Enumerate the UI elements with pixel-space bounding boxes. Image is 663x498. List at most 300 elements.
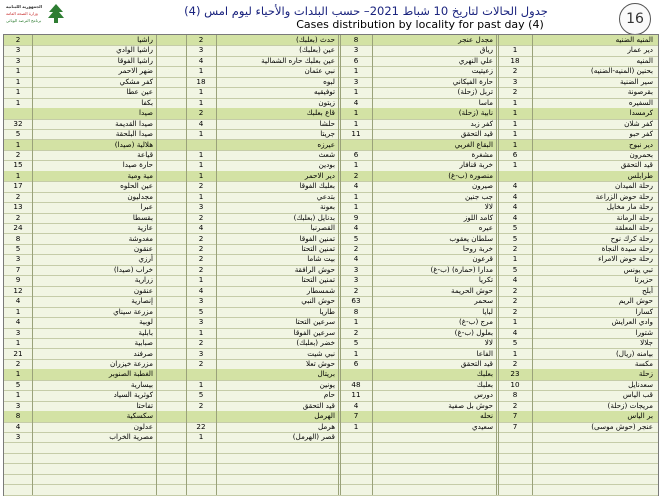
locality-name: مدارا (حمارة) (ب-غ) [430,264,493,274]
locality-name: تفاحتا [136,400,153,410]
locality-name: خضر (بعلبك) [296,338,335,348]
case-count: 1 [512,317,518,327]
case-count: 13 [13,202,23,212]
case-count: 24 [13,223,23,233]
locality-name [372,474,493,484]
locality-name: تمنين التحتا [301,275,335,285]
locality-name: حلشا [319,118,335,128]
case-count: 6 [353,358,359,368]
case-count: 2 [198,181,204,191]
case-count: 5 [353,233,359,243]
case-count: 2 [198,233,204,243]
locality-name: يونين [319,379,335,389]
case-count: 1 [15,170,21,180]
case-count: 1 [198,275,204,285]
locality-name: قيد التحقق [460,129,493,139]
locality-name: مكسة [634,358,653,368]
locality-name: وادي العرايش [611,317,653,327]
locality-name: قياعة [137,149,153,159]
locality-name: دير الاحمر [304,170,335,180]
case-count: 5 [512,233,518,243]
page-title-arabic: جدول الحالات لتاريخ 10 شباط 2021– حسب البلدات والأحياء ليوم امس (4) [184,4,548,18]
case-count [186,463,216,473]
case-count: 2 [353,244,359,253]
locality-name [372,463,493,473]
locality-name: طرابلس [627,170,653,180]
case-count: 2 [198,254,204,264]
case-count: 3 [353,275,359,285]
locality-name: صيدا القديمة [115,118,153,128]
locality-name: رياق [479,45,493,55]
locality-name [372,443,493,453]
locality-name: قرعون [472,254,493,264]
case-count: 2 [198,244,204,253]
locality-name: القصرنبا [310,223,335,233]
case-count: 5 [198,306,204,316]
locality-name: زحلة [638,369,653,379]
case-count: 2 [198,35,204,44]
case-count: 1 [353,348,359,358]
case-count: 6 [353,55,359,65]
locality-name: تمنين الفوقا [299,233,335,243]
case-count: 4 [198,285,204,295]
case-count [340,453,372,463]
locality-name: مية ومية [127,170,153,180]
locality-name: بحنين (المنيه-الضنيه) [590,66,653,76]
case-count [186,140,216,150]
locality-name: سعدنايل [628,379,653,389]
locality-name: لالا [484,202,493,212]
locality-name: عين (بعلبك) [299,45,335,55]
locality-name [372,432,493,442]
locality-name [216,443,335,453]
case-count: 2 [512,87,518,97]
case-count: 1 [198,97,204,107]
column-divider [338,35,339,495]
case-count: 5 [512,264,518,274]
case-count: 2 [512,66,518,76]
case-count [4,463,32,473]
case-count: 4 [512,202,518,212]
case-count: 5 [353,338,359,348]
locality-name: السفيره [628,97,653,107]
locality-name: طاريا [319,306,335,316]
locality-name: دير عمار [627,45,653,55]
locality-name: عين الحلوه [120,181,153,191]
case-count: 1 [353,118,359,128]
case-count: 1 [353,202,359,212]
case-count: 8 [353,35,359,44]
cases-table [3,34,659,496]
case-count: 4 [512,275,518,285]
locality-name: بودين [318,160,335,170]
locality-name: رحلة الميدان [615,181,653,191]
case-count [498,432,532,442]
case-count [186,411,216,421]
case-count: 1 [15,76,21,86]
locality-name: بحمرون [629,149,653,159]
case-count [340,484,372,494]
locality-name [32,453,153,463]
case-count: 1 [353,421,359,431]
locality-name: حام [323,390,335,400]
locality-name: خربة روحا [462,244,493,253]
case-count: 11 [351,129,361,139]
locality-name: تمنين التحتا [301,244,335,253]
column-divider [496,35,497,495]
case-count: 6 [353,149,359,159]
locality-name: زيتون [318,97,335,107]
case-count [498,484,532,494]
case-count: 2 [353,170,359,180]
case-count: 4 [198,118,204,128]
case-count: 8 [353,306,359,316]
case-count: 18 [510,55,520,65]
case-count: 1 [512,160,518,170]
locality-name [216,453,335,463]
locality-name: دير نبوح [629,139,653,149]
case-count: 4 [15,317,21,327]
column-divider [156,35,157,495]
locality-name: حوش الريم [618,296,653,306]
locality-name: سحمر [474,296,493,306]
case-count: 10 [510,379,520,389]
case-count: 3 [15,400,21,410]
case-count: 63 [351,296,361,306]
locality-name: كفر شلان [624,118,653,128]
case-count: 1 [512,348,518,358]
locality-name: حوش النبي [301,296,335,306]
case-count: 6 [512,149,518,159]
case-count: 3 [353,45,359,55]
case-count: 1 [353,191,359,201]
locality-name: زعيتيت [471,66,493,76]
locality-name: صرفند [133,348,153,358]
case-count: 7 [512,421,518,431]
locality-name [532,484,653,494]
locality-name: كامد اللوز [463,212,493,222]
locality-name: حدث (بعلبك) [296,35,335,44]
locality-name: قصر (الهرمل) [292,432,335,442]
case-count: 2 [353,327,359,337]
locality-name: بيت شاما [307,254,335,264]
locality-name: مجدل عنجر [458,35,493,44]
case-count: 17 [13,181,23,191]
logo-line-1: الجمهورية اللبنانية [6,4,43,9]
logo-line-3: برنامج الترصد الوبائي [6,18,42,23]
case-count: 3 [198,45,204,55]
locality-name: كفر حبو [629,129,653,139]
case-count: 1 [198,327,204,337]
locality-name: حارة الفيكاني [452,76,493,86]
locality-name: حزيرتا [634,275,653,285]
locality-name: رحلة مار مخايل [606,202,653,212]
case-count: 3 [198,317,204,327]
case-count: 3 [512,76,518,86]
case-count [186,484,216,494]
case-count: 2 [198,400,204,410]
case-count: 7 [512,411,518,421]
case-count: 23 [510,369,520,379]
case-count: 3 [15,327,21,337]
locality-name: نبي عثمان [304,66,335,76]
case-count: 2 [15,149,21,159]
case-count: 1 [198,129,204,139]
case-count: 2 [15,358,21,368]
locality-name: رحلة كرك نوح [610,233,653,243]
case-count: 1 [512,45,518,55]
case-count: 1 [198,191,204,201]
locality-name: راشيا الفوقا [117,55,153,65]
locality-name: نابية (زحلة) [458,108,493,118]
locality-name: أرزي [138,254,153,264]
case-count: 5 [15,379,21,389]
case-count: 2 [15,191,21,201]
locality-name: مغدوشة [128,233,153,243]
case-count: 1 [198,170,204,180]
locality-name: كفر زبد [470,118,493,128]
case-count: 3 [353,76,359,86]
locality-name: بقسطا [132,212,153,222]
locality-name: عبرا [140,202,153,212]
locality-name: نبي شيت [307,348,335,358]
locality-name: كرمسدا [629,108,653,118]
locality-name: جريتا [320,129,335,139]
case-count: 32 [13,118,23,128]
locality-name: عين بعلبك حاره الشمالية [261,55,335,65]
locality-name: سكسكية [126,411,153,421]
locality-name: تربل (زحلة) [457,87,493,97]
page-title-english: Cases distribution by locality for past day (4) [296,18,544,31]
locality-name: قيد التحقق [460,358,493,368]
locality-name: لوبية [139,317,153,327]
case-count: 4 [353,254,359,264]
case-count: 8 [512,390,518,400]
locality-name: عدلون [133,421,153,431]
locality-name: بقرصونة [627,87,653,97]
locality-name: بدنايل (بعلبك) [293,212,335,222]
locality-name: راشيا الوادي [116,45,153,55]
case-count: 4 [198,223,204,233]
case-count: 1 [198,432,204,442]
case-count: 2 [353,285,359,295]
case-count: 4 [512,327,518,337]
case-count: 3 [15,432,21,442]
locality-name: لالا [484,338,493,348]
case-count [498,443,532,453]
locality-name: بيسارية [130,379,153,389]
case-count: 4 [15,296,21,306]
case-count: 1 [512,108,518,118]
case-count: 2 [512,306,518,316]
case-count: 4 [353,223,359,233]
case-count: 8 [15,233,21,243]
case-count: 3 [15,254,21,264]
locality-name: سرعين الفوقا [293,327,335,337]
case-count: 1 [353,317,359,327]
case-count [186,443,216,453]
locality-name [532,432,653,442]
case-count: 2 [198,338,204,348]
case-count: 2 [198,108,204,118]
case-count: 4 [512,181,518,191]
case-count [340,443,372,453]
locality-name: نحله [480,411,493,421]
case-count: 2 [15,35,21,44]
case-count [340,432,372,442]
case-count: 4 [512,212,518,222]
case-count [4,108,32,118]
locality-name [532,474,653,484]
case-count [498,463,532,473]
header [0,0,663,36]
case-count: 21 [13,348,23,358]
locality-name: الهرمل [314,411,335,421]
locality-name: رحلة سيدة النجاة [601,244,653,253]
locality-name: علي النهري [458,55,493,65]
case-count: 1 [353,66,359,76]
case-count [340,463,372,473]
case-count: 2 [512,296,518,306]
case-count: 1 [15,390,21,400]
locality-name: راشيا [137,35,153,44]
locality-name: خربة قنافار [459,160,493,170]
locality-name: صبابية [134,338,153,348]
case-count: 1 [512,118,518,128]
locality-name: مصرية الخراب [109,432,153,442]
case-count: 8 [15,411,21,421]
locality-name: عنقون [133,285,153,295]
locality-name: هرمل [317,421,335,431]
logo-line-2: وزارة الصحة العامة [6,11,38,16]
locality-name [372,484,493,494]
case-count: 3 [198,296,204,306]
case-count: 1 [512,139,518,149]
locality-name: حوش بل صفية [448,400,493,410]
case-count: 2 [512,285,518,295]
locality-name: شعث [318,149,335,159]
cedar-logo-icon [46,3,66,25]
locality-name: شمسطار [306,285,335,295]
locality-name: رحلة حوض الامراء [598,254,653,264]
locality-name: دورس [474,390,493,400]
locality-name: بر الياس [627,411,653,421]
locality-name: بيامنه (ريال) [615,348,653,358]
locality-name: بعلول (ب-غ) [454,327,493,337]
locality-name: قيد التحقق [620,160,653,170]
case-count: 5 [15,129,21,139]
locality-name [216,474,335,484]
locality-name [532,453,653,463]
case-count [498,35,532,45]
case-count: 3 [198,348,204,358]
locality-name: عين عطا [126,87,153,97]
locality-name: حوش الحريمة [450,285,493,295]
locality-name: مرج (ب-غ) [459,317,493,327]
locality-name [216,484,335,494]
locality-name: حوش الرافقة [294,264,335,274]
case-count: 2 [198,212,204,222]
locality-name: سعيدي [471,421,493,431]
case-count: 3 [15,55,21,65]
case-count: 1 [353,108,359,118]
locality-name: صيدا [138,108,153,118]
case-count: 4 [15,421,21,431]
case-count: 1 [198,149,204,159]
locality-name: كسارا [635,306,653,316]
case-count: 22 [196,421,206,431]
locality-name: كفر مشكي [119,76,153,86]
case-count: 3 [353,264,359,274]
case-count: 5 [198,390,204,400]
case-count: 4 [353,97,359,107]
case-count: 1 [512,254,518,264]
case-count [498,474,532,484]
locality-name [32,484,153,494]
locality-name: بعونة [319,202,335,212]
case-count: 1 [15,87,21,97]
locality-name: هلالية (صيدا) [114,139,153,149]
locality-name: البقاع الغربي [454,139,493,149]
locality-name: بريتال [317,369,335,379]
locality-name: سير الضنية [619,76,653,86]
case-count: 1 [15,306,21,316]
locality-name: توفيقيه [314,87,335,97]
locality-name: عنجر (حوش موسى) [591,421,653,431]
locality-name: حارة صيدا [122,160,153,170]
locality-name: لبايا [482,306,493,316]
locality-name: الغطبة الصنوبر [108,369,153,379]
locality-name: بابلية [138,327,153,337]
locality-name: بتدعي [316,191,335,201]
locality-name [372,453,493,463]
case-count: 7 [15,264,21,274]
locality-name: جب جنين [464,191,493,201]
case-count: 1 [512,129,518,139]
locality-name: مجدليون [127,191,153,201]
case-count [498,171,532,181]
locality-name: لبوه [323,76,335,86]
case-count: 18 [196,76,206,86]
locality-name: جلالا [640,338,653,348]
locality-name: عيرزه [317,139,335,149]
case-count: 9 [353,212,359,222]
case-count [340,140,372,150]
locality-name [532,443,653,453]
case-count: 1 [198,66,204,76]
locality-name: أبلح [641,285,653,295]
case-count: 15 [13,160,23,170]
case-count [340,369,372,379]
case-count: 2 [512,358,518,368]
case-count: 1 [198,160,204,170]
case-count: 1 [353,87,359,97]
case-count: 2 [15,212,21,222]
case-count: 1 [15,369,21,379]
locality-name: قب الياس [622,390,653,400]
case-count: 1 [353,160,359,170]
locality-name: مشغرة [471,149,493,159]
case-count [498,453,532,463]
locality-name: ضهر الاحمر [118,66,153,76]
case-count: 1 [198,87,204,97]
locality-name: بعلبك [476,369,493,379]
locality-name: عيره [478,223,493,233]
case-count: 7 [353,411,359,421]
case-count: 5 [512,223,518,233]
case-count [186,453,216,463]
case-count: 1 [15,97,21,107]
